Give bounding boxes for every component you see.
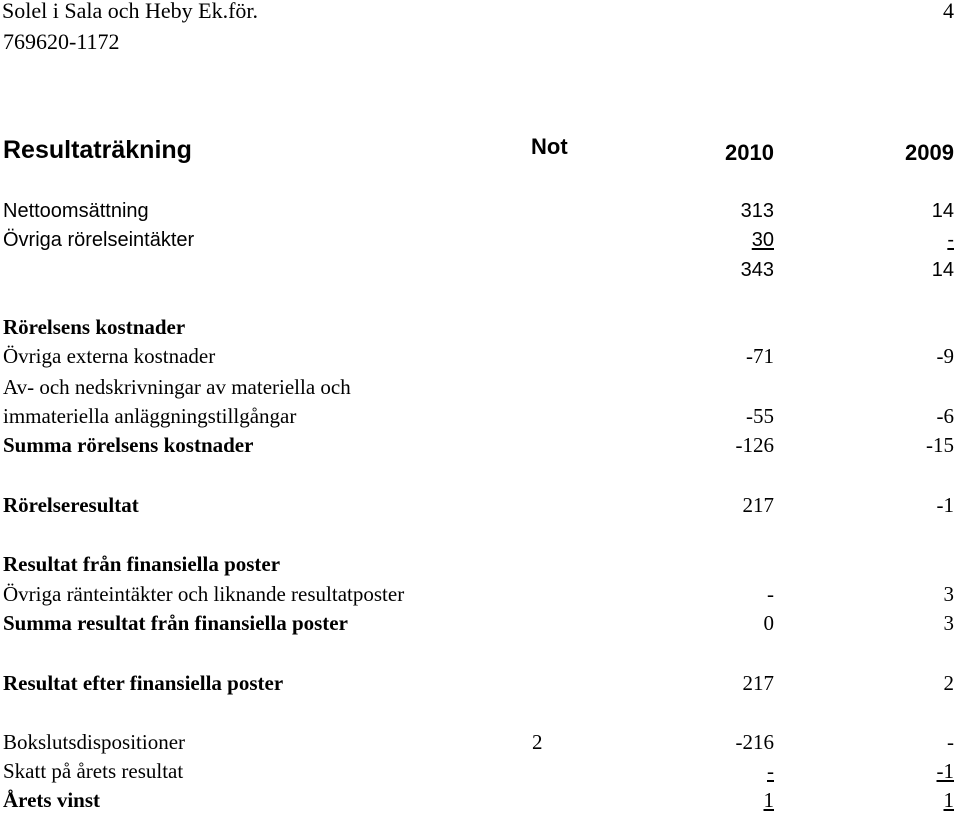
row-value-prior: - <box>947 229 954 251</box>
row-label-ovriga-rorelseintakter: Övriga rörelseintäkter <box>3 229 195 251</box>
company-name: Solel i Sala och Heby Ek.för. <box>2 0 259 23</box>
note-column-header: Not <box>531 134 568 159</box>
row-value-current: 217 <box>742 671 774 695</box>
row-label-rorelseresultat: Rörelseresultat <box>3 493 139 517</box>
row-label-summa-finansiella: Summa resultat från finansiella poster <box>3 611 348 635</box>
row-label-ovriga-externa-kostnader: Övriga externa kostnader <box>3 344 216 368</box>
row-label-avskrivningar-line1: Av- och nedskrivningar av materiella och <box>3 375 351 399</box>
row-label-skatt: Skatt på årets resultat <box>3 759 184 783</box>
org-number: 769620-1172 <box>3 29 120 54</box>
row-value-current: 217 <box>742 493 774 517</box>
row-value-prior: 3 <box>943 611 954 635</box>
row-value-current: -126 <box>735 433 774 457</box>
row-value-prior: -1 <box>936 493 954 517</box>
row-value-prior: - <box>947 730 954 754</box>
row-value-current: 0 <box>763 611 774 635</box>
row-label-nettoomsattning: Nettoomsättning <box>3 200 149 222</box>
row-label-summa-rorelsens-kostnader: Summa rörelsens kostnader <box>3 433 254 457</box>
row-value-prior: 3 <box>943 582 954 606</box>
page-number: 4 <box>943 0 954 23</box>
row-value-prior: -9 <box>936 344 954 368</box>
row-value-current: 30 <box>751 229 774 251</box>
row-value-prior: 2 <box>943 671 954 695</box>
row-label-arets-vinst: Årets vinst <box>3 788 101 812</box>
subtotal-value-current: 343 <box>740 259 774 281</box>
row-value-prior: -1 <box>936 759 954 783</box>
subtotal-value-prior: 14 <box>931 259 954 281</box>
row-label-resultat-efter-finansiella: Resultat efter finansiella poster <box>3 671 284 695</box>
row-value-prior: -15 <box>926 433 954 457</box>
statement-title: Resultaträkning <box>3 136 192 164</box>
year-prior-header: 2009 <box>905 140 954 165</box>
row-value-prior: 1 <box>943 788 954 812</box>
row-note-reference: 2 <box>532 730 543 754</box>
section-heading-rorelsens-kostnader: Rörelsens kostnader <box>3 315 186 339</box>
section-heading-finansiella-poster: Resultat från finansiella poster <box>3 552 281 576</box>
row-value-prior: 14 <box>931 200 954 222</box>
row-value-current: - <box>767 759 774 783</box>
row-value-current: 1 <box>763 788 774 812</box>
row-value-current: -71 <box>746 344 774 368</box>
row-label-ovriga-ranteintakter: Övriga ränteintäkter och liknande resultatposter <box>3 582 405 606</box>
year-current-header: 2010 <box>725 140 774 165</box>
row-label-bokslutsdispositioner: Bokslutsdispositioner <box>3 730 186 754</box>
row-value-current: -55 <box>746 404 774 428</box>
row-value-current: -216 <box>735 730 774 754</box>
row-value-current: 313 <box>740 200 774 222</box>
row-value-prior: -6 <box>936 404 954 428</box>
row-label-avskrivningar-line2: immateriella anläggningstillgångar <box>3 404 297 428</box>
row-value-current: - <box>767 582 774 606</box>
